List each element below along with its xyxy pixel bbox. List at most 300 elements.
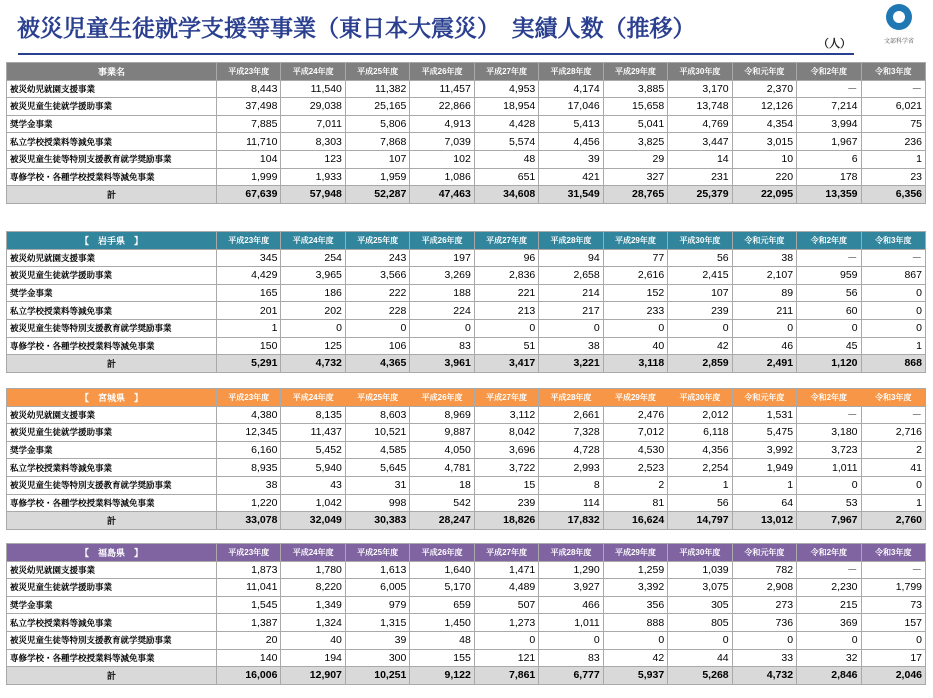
table-cell: 28,765 (603, 186, 667, 204)
table-cell: 2,254 (668, 459, 732, 477)
year-header: 平成30年度 (668, 232, 732, 250)
table-cell: 114 (539, 494, 603, 512)
table-cell: 1,799 (861, 579, 925, 597)
table-cell: 6,160 (217, 441, 281, 459)
table-cell: 188 (410, 284, 474, 302)
table-cell: 178 (797, 168, 861, 186)
table-cell: 102 (410, 150, 474, 168)
table-cell: 4,585 (345, 441, 409, 459)
table-cell: 2,415 (668, 267, 732, 285)
table-header-row (7, 63, 926, 81)
table-cell: 125 (281, 337, 345, 355)
table-cell: 45 (797, 337, 861, 355)
table-cell: 23 (861, 168, 925, 186)
row-label: 被災児童生徒就学援助事業 (7, 98, 217, 116)
table-cell: 1,959 (345, 168, 409, 186)
year-header: 平成26年度 (410, 389, 474, 407)
row-label: 被災児童生徒等特別支援教育就学奨励事業 (7, 319, 217, 337)
row-label: 奨学金事業 (7, 115, 217, 133)
table-cell: 2,523 (603, 459, 667, 477)
table-row (7, 596, 926, 614)
row-label: 計 (7, 667, 217, 685)
table-row (7, 80, 926, 98)
table-cell: 979 (345, 596, 409, 614)
table-cell: 1,042 (281, 494, 345, 512)
row-label: 被災幼児就園支援事業 (7, 406, 217, 424)
table-cell: 8,042 (474, 424, 538, 442)
year-header: 平成29年度 (603, 389, 667, 407)
table-header-row (7, 232, 926, 250)
table-cell: 507 (474, 596, 538, 614)
table-cell: 0 (861, 284, 925, 302)
table-cell: 1,290 (539, 561, 603, 579)
table-cell: 4,174 (539, 80, 603, 98)
table-cell: 356 (603, 596, 667, 614)
table-cell: 782 (732, 561, 796, 579)
logo-text: 文部科学省 (883, 38, 914, 45)
table-cell: 8 (539, 476, 603, 494)
table-cell: 17,832 (539, 512, 603, 530)
table-cell: 39 (539, 150, 603, 168)
total-row (7, 186, 926, 204)
table-cell: 77 (603, 249, 667, 267)
table-cell: 107 (345, 150, 409, 168)
table-cell: 3,015 (732, 133, 796, 151)
year-header: 平成24年度 (281, 389, 345, 407)
table-cell: 1,545 (217, 596, 281, 614)
table-cell: 47,463 (410, 186, 474, 204)
table-cell: 1,613 (345, 561, 409, 579)
table-cell: 1,039 (668, 561, 732, 579)
table-cell: 1 (861, 150, 925, 168)
year-header: 平成29年度 (603, 544, 667, 562)
table-cell: 2,230 (797, 579, 861, 597)
table-cell: 67,639 (217, 186, 281, 204)
year-header: 平成28年度 (539, 232, 603, 250)
year-header: 平成27年度 (474, 544, 538, 562)
table-cell: 1,349 (281, 596, 345, 614)
table-cell: 0 (732, 319, 796, 337)
miyagi-table (6, 388, 926, 530)
table-cell: 3,992 (732, 441, 796, 459)
row-label: 被災児童生徒等特別支援教育就学奨励事業 (7, 631, 217, 649)
table-cell: 1,780 (281, 561, 345, 579)
mext-logo-icon (886, 4, 912, 30)
table-cell: 4,732 (732, 667, 796, 685)
table-cell: 11,382 (345, 80, 409, 98)
table-cell: 345 (217, 249, 281, 267)
table-cell: 39 (345, 631, 409, 649)
table-cell: 197 (410, 249, 474, 267)
table-cell: 15,658 (603, 98, 667, 116)
table-cell: 5,937 (603, 667, 667, 685)
table-cell: 0 (797, 631, 861, 649)
table-cell: 11,540 (281, 80, 345, 98)
table-cell: 0 (861, 631, 925, 649)
year-header: 平成23年度 (217, 232, 281, 250)
table-cell: 421 (539, 168, 603, 186)
year-header: 平成24年度 (281, 544, 345, 562)
table-cell: － (861, 406, 925, 424)
table-row (7, 459, 926, 477)
table-cell: 659 (410, 596, 474, 614)
year-header: 令和3年度 (861, 232, 925, 250)
row-label: 被災幼児就園支援事業 (7, 561, 217, 579)
table-cell: 8,443 (217, 80, 281, 98)
table-cell: － (797, 561, 861, 579)
year-header: 平成26年度 (410, 232, 474, 250)
table-cell: 44 (668, 649, 732, 667)
table-row (7, 614, 926, 632)
table-cell: － (861, 561, 925, 579)
year-header: 令和2年度 (797, 544, 861, 562)
table-cell: 7,885 (217, 115, 281, 133)
table-cell: 94 (539, 249, 603, 267)
table-cell: 888 (603, 614, 667, 632)
table-cell: 0 (603, 319, 667, 337)
table-cell: 38 (539, 337, 603, 355)
table-row (7, 267, 926, 285)
table-cell: 1,011 (539, 614, 603, 632)
table-cell: 2,476 (603, 406, 667, 424)
table-cell: 52,287 (345, 186, 409, 204)
table-cell: 0 (668, 319, 732, 337)
total-table (6, 62, 926, 204)
table-cell: 20 (217, 631, 281, 649)
table-cell: 0 (797, 319, 861, 337)
table-cell: 0 (474, 631, 538, 649)
table-cell: 5,940 (281, 459, 345, 477)
table-cell: 2 (603, 476, 667, 494)
table-cell: 7,967 (797, 512, 861, 530)
table-cell: 75 (861, 115, 925, 133)
year-header: 令和元年度 (732, 63, 796, 81)
table-cell: 5,452 (281, 441, 345, 459)
table-cell: 243 (345, 249, 409, 267)
table-cell: 53 (797, 494, 861, 512)
table-cell: 239 (668, 302, 732, 320)
year-header: 平成27年度 (474, 232, 538, 250)
table-cell: 254 (281, 249, 345, 267)
table-cell: 9,122 (410, 667, 474, 685)
table-cell: 18,826 (474, 512, 538, 530)
table-row (7, 284, 926, 302)
total-row (7, 512, 926, 530)
table-cell: 1,315 (345, 614, 409, 632)
table-cell: 1,640 (410, 561, 474, 579)
section-header: 【 宮城県 】 (7, 389, 217, 407)
table-cell: 18 (410, 476, 474, 494)
year-header: 平成28年度 (539, 63, 603, 81)
table-header-row (7, 389, 926, 407)
table-cell: 25,165 (345, 98, 409, 116)
section-header: 事業名 (7, 63, 217, 81)
table-cell: 2,859 (668, 355, 732, 373)
table-cell: 48 (474, 150, 538, 168)
table-cell: 4,728 (539, 441, 603, 459)
table-cell: 14,797 (668, 512, 732, 530)
table-cell: 5,413 (539, 115, 603, 133)
fukushima-table (6, 543, 926, 685)
table-cell: 2,846 (797, 667, 861, 685)
table-cell: 1,967 (797, 133, 861, 151)
table-cell: 202 (281, 302, 345, 320)
table-cell: 22,095 (732, 186, 796, 204)
table-row (7, 319, 926, 337)
table-cell: 3,722 (474, 459, 538, 477)
table-cell: 7,012 (603, 424, 667, 442)
table-cell: 466 (539, 596, 603, 614)
unit-label: （人） (818, 37, 851, 50)
table-cell: 1,387 (217, 614, 281, 632)
table-cell: 4,781 (410, 459, 474, 477)
year-header: 平成25年度 (345, 544, 409, 562)
table-header-row (7, 544, 926, 562)
table-cell: 233 (603, 302, 667, 320)
table-row (7, 579, 926, 597)
table-cell: 104 (217, 150, 281, 168)
table-cell: 11,041 (217, 579, 281, 597)
table-cell: 2,616 (603, 267, 667, 285)
table-cell: 16,624 (603, 512, 667, 530)
table-cell: 8,220 (281, 579, 345, 597)
year-header: 平成29年度 (603, 63, 667, 81)
table-cell: 1,949 (732, 459, 796, 477)
row-label: 専修学校・各種学校授業料等減免事業 (7, 649, 217, 667)
year-header: 平成25年度 (345, 232, 409, 250)
year-header: 令和3年度 (861, 389, 925, 407)
table-cell: 236 (861, 133, 925, 151)
table-cell: 60 (797, 302, 861, 320)
table-cell: 3,885 (603, 80, 667, 98)
table-cell: 155 (410, 649, 474, 667)
table-cell: 2,658 (539, 267, 603, 285)
table-cell: 300 (345, 649, 409, 667)
table-cell: 868 (861, 355, 925, 373)
year-header: 平成23年度 (217, 63, 281, 81)
table-cell: 2,716 (861, 424, 925, 442)
row-label: 被災児童生徒就学援助事業 (7, 579, 217, 597)
table-cell: 11,437 (281, 424, 345, 442)
table-cell: 2,046 (861, 667, 925, 685)
table-row (7, 337, 926, 355)
table-cell: 140 (217, 649, 281, 667)
table-cell: 651 (474, 168, 538, 186)
table-cell: 1,220 (217, 494, 281, 512)
table-cell: 4,530 (603, 441, 667, 459)
table-cell: 4,456 (539, 133, 603, 151)
year-header: 平成30年度 (668, 389, 732, 407)
table-cell: 0 (539, 319, 603, 337)
table-cell: 5,806 (345, 115, 409, 133)
title-divider (18, 53, 854, 55)
table-cell: 14 (668, 150, 732, 168)
table-cell: 3,221 (539, 355, 603, 373)
table-cell: 5,291 (217, 355, 281, 373)
table-cell: 1,873 (217, 561, 281, 579)
table-cell: 150 (217, 337, 281, 355)
table-cell: 221 (474, 284, 538, 302)
row-label: 計 (7, 186, 217, 204)
year-header: 平成27年度 (474, 63, 538, 81)
table-cell: 33,078 (217, 512, 281, 530)
section-header: 【 岩手県 】 (7, 232, 217, 250)
table-cell: 186 (281, 284, 345, 302)
table-cell: 1 (861, 337, 925, 355)
table-row (7, 424, 926, 442)
table-cell: 959 (797, 267, 861, 285)
table-cell: － (861, 249, 925, 267)
table-cell: 0 (281, 319, 345, 337)
table-cell: 29,038 (281, 98, 345, 116)
table-cell: 4,428 (474, 115, 538, 133)
table-cell: 121 (474, 649, 538, 667)
table-cell: 213 (474, 302, 538, 320)
table-cell: 56 (668, 494, 732, 512)
table-cell: 3,994 (797, 115, 861, 133)
table-cell: － (797, 406, 861, 424)
table-cell: 2,107 (732, 267, 796, 285)
row-label: 被災児童生徒就学援助事業 (7, 267, 217, 285)
table-cell: 16,006 (217, 667, 281, 685)
year-header: 平成24年度 (281, 232, 345, 250)
table-cell: 5,574 (474, 133, 538, 151)
year-header: 令和2年度 (797, 63, 861, 81)
table-cell: 89 (732, 284, 796, 302)
table-cell: 64 (732, 494, 796, 512)
table-cell: 0 (861, 319, 925, 337)
table-cell: 2,012 (668, 406, 732, 424)
table-cell: 215 (797, 596, 861, 614)
row-label: 被災児童生徒等特別支援教育就学奨励事業 (7, 476, 217, 494)
row-label: 私立学校授業料等減免事業 (7, 459, 217, 477)
table-cell: 1,999 (217, 168, 281, 186)
table-cell: 2,661 (539, 406, 603, 424)
table-row (7, 561, 926, 579)
table-cell: 107 (668, 284, 732, 302)
table-cell: 28,247 (410, 512, 474, 530)
table-cell: 6,118 (668, 424, 732, 442)
table-cell: 7,868 (345, 133, 409, 151)
table-cell: 1,324 (281, 614, 345, 632)
table-cell: 13,012 (732, 512, 796, 530)
table-cell: 73 (861, 596, 925, 614)
table-row (7, 649, 926, 667)
table-cell: 7,861 (474, 667, 538, 685)
table-cell: 4,050 (410, 441, 474, 459)
table-cell: 30,383 (345, 512, 409, 530)
table-cell: 3,392 (603, 579, 667, 597)
table-cell: 2,370 (732, 80, 796, 98)
table-cell: 3,075 (668, 579, 732, 597)
table-row (7, 441, 926, 459)
year-header: 平成26年度 (410, 544, 474, 562)
table-cell: 25,379 (668, 186, 732, 204)
table-row (7, 98, 926, 116)
table-cell: 10,251 (345, 667, 409, 685)
table-cell: 81 (603, 494, 667, 512)
table-cell: 1,531 (732, 406, 796, 424)
table-row (7, 150, 926, 168)
row-label: 計 (7, 512, 217, 530)
table-cell: 4,732 (281, 355, 345, 373)
year-header: 平成29年度 (603, 232, 667, 250)
year-header: 平成26年度 (410, 63, 474, 81)
table-cell: 12,907 (281, 667, 345, 685)
table-cell: 3,447 (668, 133, 732, 151)
table-cell: 1,086 (410, 168, 474, 186)
table-cell: 10 (732, 150, 796, 168)
table-cell: 2,993 (539, 459, 603, 477)
year-header: 平成30年度 (668, 63, 732, 81)
table-cell: 5,268 (668, 667, 732, 685)
year-header: 令和元年度 (732, 232, 796, 250)
table-cell: 9,887 (410, 424, 474, 442)
row-label: 私立学校授業料等減免事業 (7, 133, 217, 151)
table-cell: 4,953 (474, 80, 538, 98)
table-cell: 15 (474, 476, 538, 494)
row-label: 私立学校授業料等減免事業 (7, 614, 217, 632)
table-cell: 3,118 (603, 355, 667, 373)
table-cell: 17,046 (539, 98, 603, 116)
table-cell: 3,723 (797, 441, 861, 459)
table-cell: 7,328 (539, 424, 603, 442)
table-cell: 2,760 (861, 512, 925, 530)
table-cell: 1,120 (797, 355, 861, 373)
table-cell: 1 (217, 319, 281, 337)
year-header: 平成27年度 (474, 389, 538, 407)
table-cell: 18,954 (474, 98, 538, 116)
table-cell: 3,112 (474, 406, 538, 424)
table-cell: 123 (281, 150, 345, 168)
table-cell: 736 (732, 614, 796, 632)
table-cell: 6,777 (539, 667, 603, 685)
row-label: 専修学校・各種学校授業料等減免事業 (7, 494, 217, 512)
table-cell: 194 (281, 649, 345, 667)
table-row (7, 494, 926, 512)
row-label: 計 (7, 355, 217, 373)
table-row (7, 249, 926, 267)
table-cell: 4,913 (410, 115, 474, 133)
table-cell: 32,049 (281, 512, 345, 530)
year-header: 平成28年度 (539, 389, 603, 407)
table-cell: 1,011 (797, 459, 861, 477)
table-cell: 0 (861, 476, 925, 494)
iwate-table (6, 231, 926, 373)
table-cell: 5,475 (732, 424, 796, 442)
table-cell: 48 (410, 631, 474, 649)
year-header: 平成25年度 (345, 63, 409, 81)
table-cell: 3,170 (668, 80, 732, 98)
year-header: 令和2年度 (797, 389, 861, 407)
year-header: 平成24年度 (281, 63, 345, 81)
table-cell: 1 (861, 494, 925, 512)
table-cell: 7,039 (410, 133, 474, 151)
year-header: 平成28年度 (539, 544, 603, 562)
year-header: 平成30年度 (668, 544, 732, 562)
table-cell: 6,356 (861, 186, 925, 204)
table-cell: 13,748 (668, 98, 732, 116)
table-cell: － (797, 249, 861, 267)
table-cell: 273 (732, 596, 796, 614)
table-cell: 38 (217, 476, 281, 494)
table-cell: 211 (732, 302, 796, 320)
table-cell: － (861, 80, 925, 98)
table-cell: 10,521 (345, 424, 409, 442)
table-cell: 220 (732, 168, 796, 186)
year-header: 令和元年度 (732, 389, 796, 407)
table-cell: 231 (668, 168, 732, 186)
